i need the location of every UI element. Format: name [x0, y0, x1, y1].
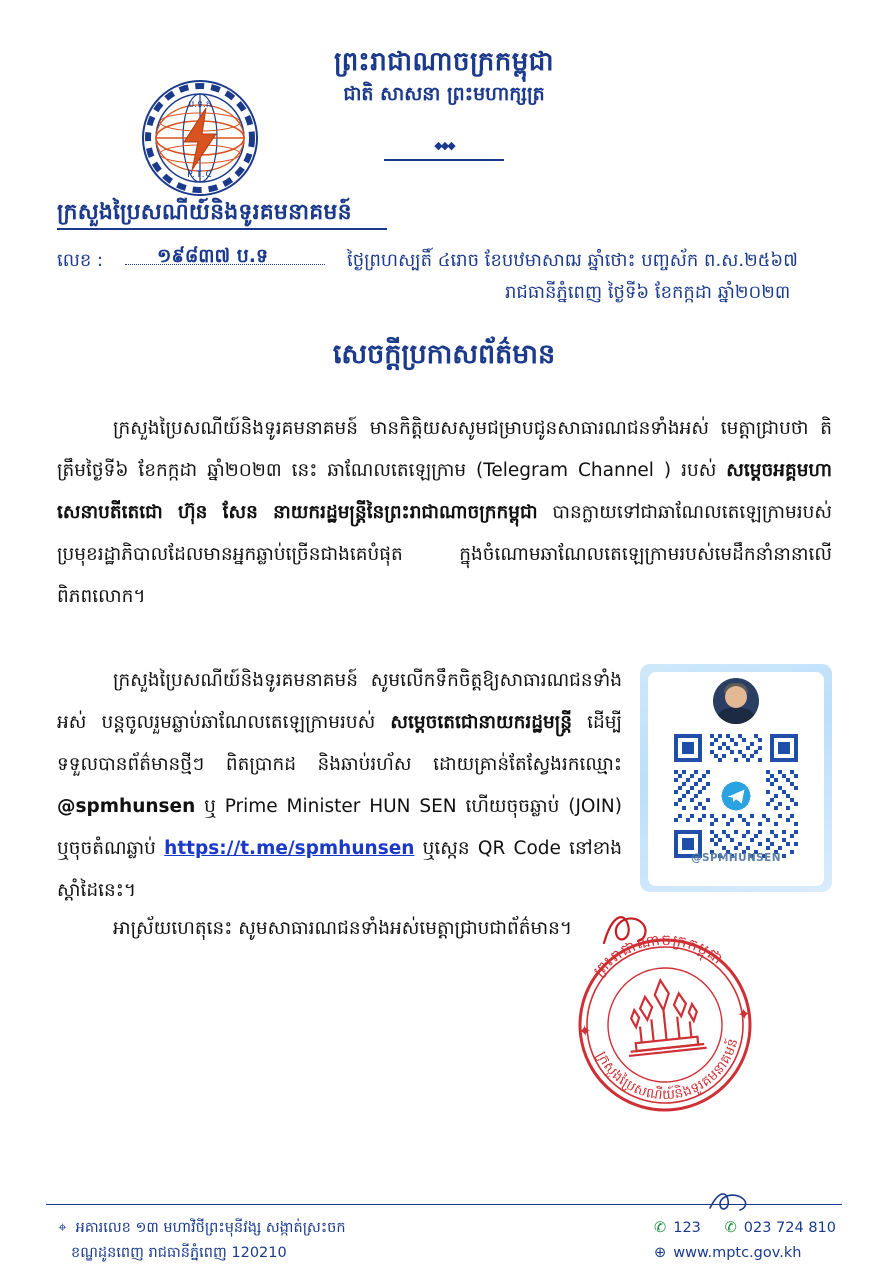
kingdom-name: ព្រះរាជាណាចក្រកម្ពុជា	[334, 47, 554, 77]
svg-text:ព្រះរាជាណាចក្រកម្ពុជា: ព្រះរាជាណាចក្រកម្ពុជា	[589, 930, 727, 981]
svg-text:✦: ✦	[736, 1004, 752, 1025]
para1-bold-name: សម្ដេចអគ្គមហាសេនាបតីតេជោ ហ៊ុន សែន នាយករដ្ឋមន្ត្រីនៃព្រះរាជាណាចក្រកម្ពុជា	[57, 460, 832, 523]
signature-mark	[598, 905, 658, 953]
logo-text-bottom: P.T.C	[187, 170, 213, 180]
svg-text:ក្រសួងប្រៃសណីយ៍និងទូរគមនាគមន៍: ក្រសួងប្រៃសណីយ៍និងទូរគមនាគមន៍	[593, 1036, 742, 1104]
telegram-handle: @spmhunsen	[57, 796, 196, 817]
reference-number: ១៩៨៣៧ ប.ទ	[157, 245, 269, 267]
reference-label: លេខ :	[57, 250, 104, 271]
footer-phone-1: 123	[673, 1220, 701, 1236]
reference-row	[57, 242, 837, 312]
avatar	[713, 678, 759, 724]
document-footer	[46, 1216, 842, 1276]
paragraph-2	[57, 660, 832, 912]
kingdom-motto: ជាតិ សាសនា ព្រះមហាក្សត្រ	[343, 82, 545, 105]
footer-website[interactable]: www.mptc.gov.kh	[673, 1245, 802, 1261]
footer-address	[54, 1216, 346, 1266]
para2-text-a: ក្រសួងប្រៃសណីយ៍និងទូរគមនាគមន៍ សូមលើកទឹកចិត្តឱ្យសាធារណជនទាំងអស់ បន្តចូលរួមឆ្លាប់ឆាណែលតេឡេក្រាមរបស់	[57, 670, 622, 733]
para2-bold-name: សម្ដេចតេជោនាយករដ្ឋមន្ត្រី	[390, 712, 573, 733]
footer-contact	[652, 1216, 836, 1266]
location-pin-icon: ⌖	[58, 1220, 67, 1236]
date-khmer-lunar: ថ្ងៃព្រហស្បតិ៍ ៤រោច ខែបឋមាសាឍ ឆ្នាំថោះ បញ្ចស័ក ព.ស.២៥៦៧	[347, 250, 798, 271]
paragraph-3: អាស្រ័យហេតុនេះ សូមសាធារណជនទាំងអស់មេត្តាជ្រាបជាព័ត៌មាន។	[113, 918, 573, 939]
para2-text-e: ឬស្កេន QR Code នៅខាងស្ដាំដៃនេះ។	[57, 838, 623, 901]
ministry-name: ក្រសួងប្រៃសណីយ៍និងទូរគមនាគមន៍	[57, 200, 352, 225]
kingdom-title	[0, 46, 888, 108]
para1-text-a: ក្រសួងប្រៃសណីយ៍និងទូរគមនាគមន៍ មានកិត្តិយសសូមជម្រាបជូនសាធារណជនទាំងអស់ មេត្តាជ្រាបថា តិត្រឹមថ្ងៃទី៦ ខែកក្កដា ឆ្នាំ២០២៣ នេះ ឆាណែលតេឡេក្រាម (Telegram Channel ) របស់	[57, 418, 832, 481]
qr-handle-label: @SPMHUNSEN	[691, 852, 781, 864]
globe-icon: ⊕	[654, 1245, 667, 1261]
document-title: សេចក្តីប្រកាសព័ត៌មាន	[332, 339, 556, 370]
document-header	[0, 0, 888, 200]
para2-text-c: ឬ	[195, 796, 225, 817]
logo-text-top: ប.ទ.គ	[188, 100, 212, 110]
footer-address-line1: អគារលេខ ១៣ មហាវិថីព្រះមុនីវង្ស សង្កាត់ស្រះចក	[75, 1220, 346, 1236]
phone-icon: ✆	[654, 1220, 667, 1236]
footer-signature-mark	[708, 1188, 752, 1214]
footer-phone-2: 023 724 810	[743, 1220, 836, 1236]
paragraph-1	[57, 408, 832, 630]
footer-address-line2: ខណ្ឌដូនពេញ រាជធានីភ្នំពេញ 120210	[71, 1245, 287, 1261]
para1-text-b: បានក្លាយទៅជាឆាណែលតេឡេក្រាមរបស់ប្រមុខរដ្ឋាភិបាលដែលមានអ្នកឆ្លាប់ច្រើនជាងគេបំផុត ក្នុងចំណោមឆាណែលតេឡេក្រាមរបស់មេដឹកនាំនានាលើពិភពលោក។	[57, 502, 832, 607]
ministry-underline	[57, 228, 387, 230]
qr-card[interactable]	[640, 664, 832, 892]
telegram-channel-name: Prime Minister HUN SEN	[224, 796, 457, 817]
svg-text:✦: ✦	[577, 1020, 593, 1042]
ornament-divider: ◆◆◆	[384, 138, 504, 152]
telegram-link[interactable]: https://t.me/spmhunsen	[164, 838, 415, 859]
date-gregorian: រាជធានីភ្នំពេញ ថ្ងៃទី៦ ខែកក្កដា ឆ្នាំ២០២៣	[505, 282, 791, 303]
para2-text-d: ហើយចុចឆ្លាប់ (JOIN) ឬចុចតំណឆ្លាប់	[57, 796, 622, 859]
para2-text-b: ដើម្បីទទួលបានព័ត៌មានថ្មីៗ ពិតប្រាកដ និងឆាប់រហ័ស ដោយគ្រាន់តែស្វែងរកឈ្មោះ	[57, 712, 622, 775]
phone-icon-2: ✆	[724, 1220, 737, 1236]
